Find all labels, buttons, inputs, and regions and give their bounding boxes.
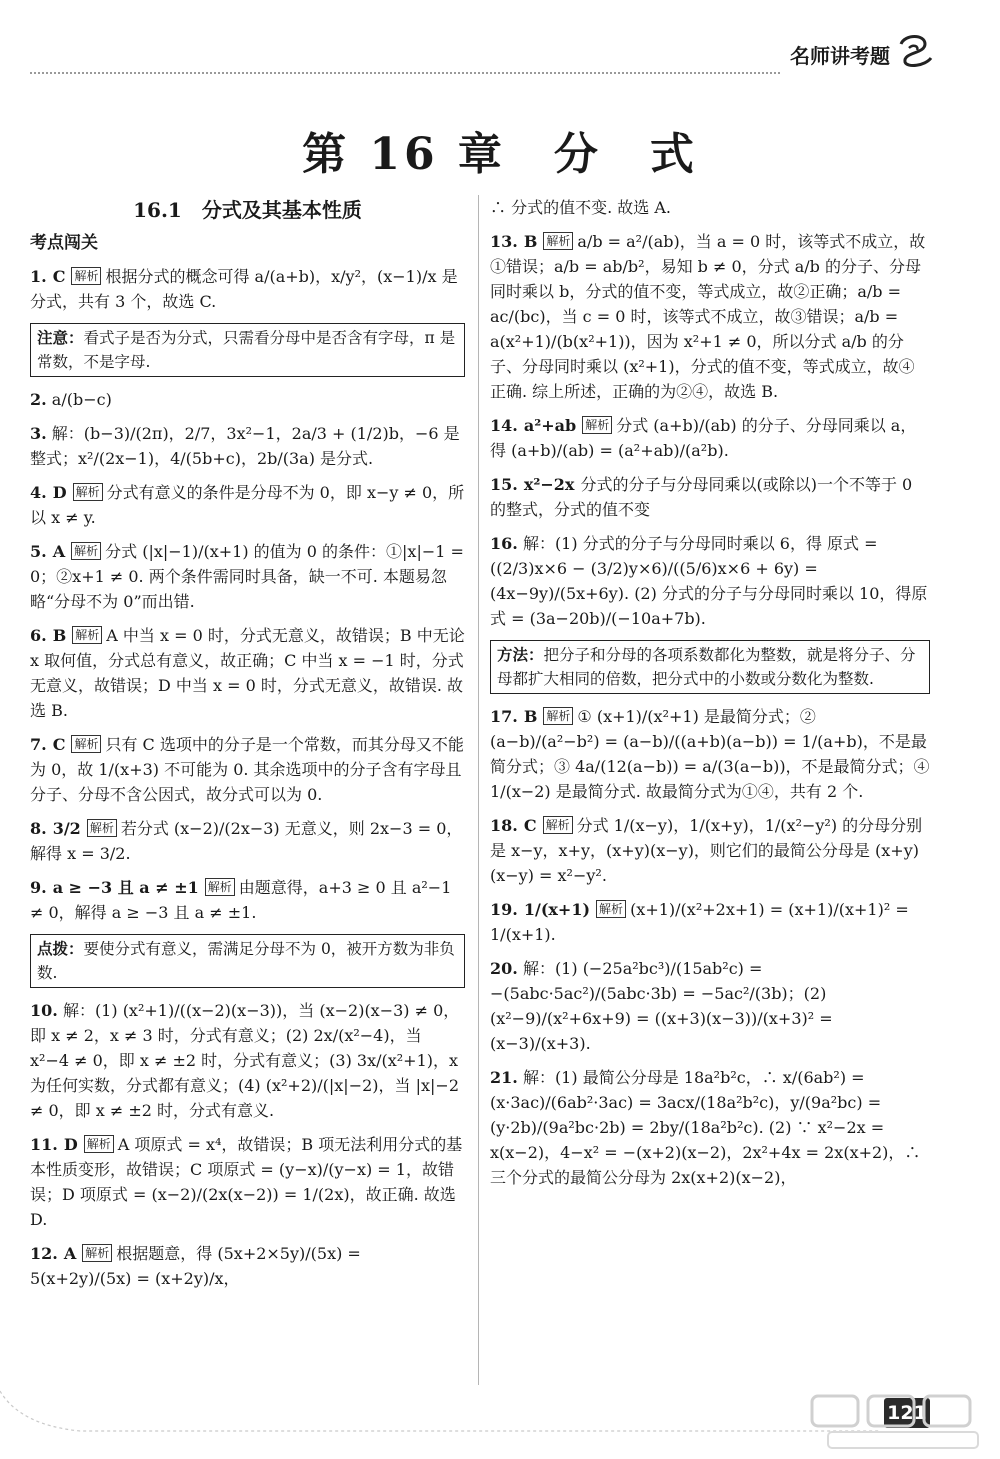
answer-item	[490, 195, 930, 220]
answer-key: C	[52, 267, 66, 286]
question-number: 11.	[30, 1135, 58, 1154]
note-box	[30, 934, 465, 988]
answer-key: B	[523, 232, 538, 251]
analysis-tag: 解析	[87, 819, 117, 837]
analysis-tag: 解析	[82, 1244, 112, 1262]
answer-text: 解：(1) (x²+1)/((x−2)(x−3))，当 (x−2)(x−3) ≠ 0，即 x ≠ 2，x ≠ 3 时，分式有意义；(2) 2x/(x²−4)，当 x²−4 ≠ 0，即 x ≠ ±2 时，分式有意义；(3) 3x/(x²+1)，x 为任何实数，分式都有意义；(4) (x²+2)/(|x|−2)，当 |x|−2 ≠ 0，即 x ≠ ±2 时，分式有意义.	[30, 1001, 460, 1120]
series-title: 名师讲考题	[790, 44, 890, 68]
page-corner-decoration	[0, 1385, 880, 1459]
answer-text: 根据分式的概念可得 a/(a+b)，x/y²，(x−1)/x 是分式，共有 3 个，故选 C.	[30, 267, 458, 311]
answer-key: A	[63, 1244, 77, 1263]
column-divider	[478, 195, 479, 1385]
answer-key: a ≥ −3 且 a ≠ ±1	[52, 878, 199, 897]
note-box-text: 看式子是否为分式，只需看分母中是否含有字母，π 是常数，不是字母.	[37, 329, 456, 371]
question-number: 17.	[490, 707, 518, 726]
question-number: 18.	[490, 816, 518, 835]
analysis-tag: 解析	[72, 626, 102, 644]
question-number: 12.	[30, 1244, 58, 1263]
answer-item	[490, 956, 930, 1056]
answer-key: B	[523, 707, 538, 726]
analysis-tag: 解析	[71, 542, 101, 560]
analysis-tag: 解析	[205, 878, 235, 896]
question-number: 3.	[30, 424, 47, 443]
note-box-text: 把分子和分母的各项系数都化为整数，就是将分子、分母都扩大相同的倍数，把分式中的小数或分数化为整数.	[497, 646, 916, 688]
answer-text: (x+1)/(x²+2x+1) = (x+1)/(x+1)² = 1/(x+1).	[490, 900, 909, 944]
question-number: 7.	[30, 735, 47, 754]
answer-text: A 项原式 = x⁴，故错误；B 项无法利用分式的基本性质变形，故错误；C 项原式 = (y−x)/(y−x) = 1，故错误；D 项原式 = (x−2)/(2x(x−2)) = 1/(2x)，故正确. 故选 D.	[30, 1135, 463, 1229]
analysis-tag: 解析	[71, 735, 101, 753]
answer-text: ① (x+1)/(x²+1) 是最简分式；② (a−b)/(a²−b²) = (a−b)/((a+b)(a−b)) = 1/(a+b)，不是最简分式；③ 4a/(12(a−b)) = a/(3(a−b))，不是最简分式；④ 1/(x−2) 是最简分式. 故最简分式为①④，共有 2 个.	[490, 707, 930, 801]
question-number: 2.	[30, 390, 47, 409]
answer-text: 分式 1/(x−y)，1/(x+y)，1/(x²−y²) 的分母分别是 x−y，x+y，(x+y)(x−y)，则它们的最简公分母是 (x+y)(x−y) = x²−y².	[490, 816, 923, 885]
answer-key: 1/(x+1)	[523, 900, 591, 919]
analysis-tag: 解析	[543, 232, 573, 250]
answer-text: 解：(1) 最简公分母是 18a²b²c，∴ x/(6ab²) = (x·3ac)/(6ab²·3ac) = 3acx/(18a²b²c)，y/(9a²bc) = (y·2b)/(9a²bc·2b) = 2by/(18a²b²c). (2) ∵ x²−2x = x(x−2)，4−x² = −(x+2)(x−2)，2x²+4x = 2x(x+2)，∴ 三个分式的最简公分母为 2x(x+2)(x−2)，	[490, 1068, 921, 1187]
analysis-tag: 解析	[73, 483, 103, 501]
answer-item	[30, 875, 465, 925]
question-number: 5.	[30, 542, 47, 561]
note-box-label: 注意：	[37, 329, 84, 347]
answer-item	[30, 421, 465, 471]
answer-text: A 中当 x = 0 时，分式无意义，故错误；B 中无论 x 取何值，分式总有意义，故正确；C 中当 x = −1 时，分式无意义，故错误；D 中当 x = 0 时，分式无意义，故错误. 故选 B.	[30, 626, 465, 720]
note-box	[490, 640, 930, 694]
answer-text: ∴ 分式的值不变. 故选 A.	[490, 198, 671, 217]
subsection-title: 考点闯关	[30, 233, 98, 253]
answer-text: 若分式 (x−2)/(2x−3) 无意义，则 2x−3 = 0，解得 x = 3/2.	[30, 819, 463, 863]
question-number: 21.	[490, 1068, 518, 1087]
answer-text: 解：(b−3)/(2π)，2/7，3x²−1，2a/3 + (1/2)b，−6 是整式；x²/(2x−1)，4/(5b+c)，2b/(3a) 是分式.	[30, 424, 460, 468]
answer-text: 分式的分子与分母同乘以(或除以)一个不等于 0 的整式，分式的值不变	[490, 475, 913, 519]
note-box	[30, 323, 465, 377]
answer-item	[30, 1132, 465, 1232]
answer-item	[30, 732, 465, 807]
analysis-tag: 解析	[582, 416, 612, 434]
left-answer-list	[30, 264, 465, 1291]
analysis-tag: 解析	[543, 707, 573, 725]
answer-item	[490, 472, 930, 522]
answer-text: 分式有意义的条件是分母不为 0，即 x−y ≠ 0，所以 x ≠ y.	[30, 483, 465, 527]
answer-key: a²+ab	[523, 416, 577, 435]
answer-key: A	[52, 542, 66, 561]
analysis-tag: 解析	[596, 900, 626, 918]
answer-item	[30, 387, 465, 412]
answer-item	[30, 1241, 465, 1291]
answer-item	[30, 264, 465, 314]
answer-text: 由题意得，a+3 ≥ 0 且 a²−1 ≠ 0，解得 a ≥ −3 且 a ≠ ±1.	[30, 878, 452, 922]
question-number: 13.	[490, 232, 518, 251]
question-number: 15.	[490, 475, 518, 494]
left-column	[30, 195, 465, 1300]
answer-key: D	[63, 1135, 78, 1154]
note-box-text: 要使分式有意义，需满足分母不为 0，被开方数为非负数.	[37, 940, 455, 982]
answer-item	[30, 539, 465, 614]
page-number: 121	[884, 1398, 930, 1428]
answer-text: 解：(1) (−25a²bc³)/(15ab²c) = −(5abc·5ac²)/(5abc·3b) = −5ac²/(3b)；(2) (x²−9)/(x²+6x+9) = ((x+3)(x−3))/(x+3)² = (x−3)/(x+3).	[490, 959, 833, 1053]
answer-item	[490, 1065, 930, 1190]
question-number: 1.	[30, 267, 47, 286]
answer-item	[30, 480, 465, 530]
question-number: 20.	[490, 959, 518, 978]
note-box-label: 方法：	[497, 646, 544, 664]
answer-key: x²−2x	[523, 475, 575, 494]
watermark-logo-icon	[808, 1392, 988, 1452]
answer-text: 分式 (|x|−1)/(x+1) 的值为 0 的条件：①|x|−1 = 0；②x+1 ≠ 0. 两个条件需同时具备，缺一不可. 本题易忽略“分母不为 0”而出错.	[30, 542, 464, 611]
analysis-tag: 解析	[84, 1135, 114, 1153]
answer-item	[490, 897, 930, 947]
answer-key: C	[52, 735, 66, 754]
answer-item	[30, 816, 465, 866]
question-number: 9.	[30, 878, 47, 897]
header-divider	[30, 72, 780, 74]
answer-text: 分式 (a+b)/(ab) 的分子、分母同乘以 a，得 (a+b)/(ab) = (a²+ab)/(a²b).	[490, 416, 917, 460]
question-number: 19.	[490, 900, 518, 919]
question-number: 6.	[30, 626, 47, 645]
analysis-tag: 解析	[71, 267, 101, 285]
answer-item	[490, 413, 930, 463]
answer-key: C	[523, 816, 537, 835]
chapter-title: 第 16 章 分 式	[302, 129, 698, 180]
answer-text: 解：(1) 分式的分子与分母同时乘以 6，得 原式 = ((2/3)x×6 − (3/2)y×6)/((5/6)x×6 + 6y) = (4x−9y)/(5x+6y). (2) 分式的分子与分母同时乘以 10，得原式 = (3a−20b)/(−10a+7b).	[490, 534, 928, 628]
swirl-logo-icon	[895, 30, 935, 70]
answer-item	[30, 623, 465, 723]
question-number: 8.	[30, 819, 47, 838]
answer-item	[490, 704, 930, 804]
question-number: 4.	[30, 483, 47, 502]
answer-text: 只有 C 选项中的分子是一个常数，而其分母又不能为 0，故 1/(x+3) 不可能为 0. 其余选项中的分子含有字母且分子、分母不含公因式，故分式可以为 0.	[30, 735, 464, 804]
answer-key: 3/2	[52, 819, 81, 838]
question-number: 16.	[490, 534, 518, 553]
question-number: 14.	[490, 416, 518, 435]
right-column	[490, 195, 930, 1199]
answer-item	[490, 813, 930, 888]
answer-item	[490, 229, 930, 404]
answer-key: D	[52, 483, 67, 502]
analysis-tag: 解析	[543, 816, 573, 834]
answer-text: a/b = a²/(ab)，当 a = 0 时，该等式不成立，故①错误；a/b = ab/b²，易知 b ≠ 0，分式 a/b 的分子、分母同时乘以 b，分式的值不变，等式成立，故②正确；a/b = ac/(bc)，当 c = 0 时，该等式不成立，故③错误；a/b = a(x²+1)/(b(x²+1))，因为 x²+1 ≠ 0，所以分式 a/b 的分子、分母同时乘以 (x²+1)，分式的值不变，等式成立，故④正确. 综上所述，正确的为②④，故选 B.	[490, 232, 926, 401]
note-box-label: 点拨：	[37, 940, 84, 958]
answer-text: 根据题意，得 (5x+2×5y)/(5x) = 5(x+2y)/(5x) = (x+2y)/x，	[30, 1244, 361, 1288]
right-answer-list	[490, 195, 930, 1190]
answer-key: B	[52, 626, 67, 645]
section-title: 16.1 分式及其基本性质	[133, 198, 362, 222]
question-number: 10.	[30, 1001, 58, 1020]
answer-item	[490, 531, 930, 631]
answer-item	[30, 998, 465, 1123]
answer-text: a/(b−c)	[51, 390, 112, 409]
